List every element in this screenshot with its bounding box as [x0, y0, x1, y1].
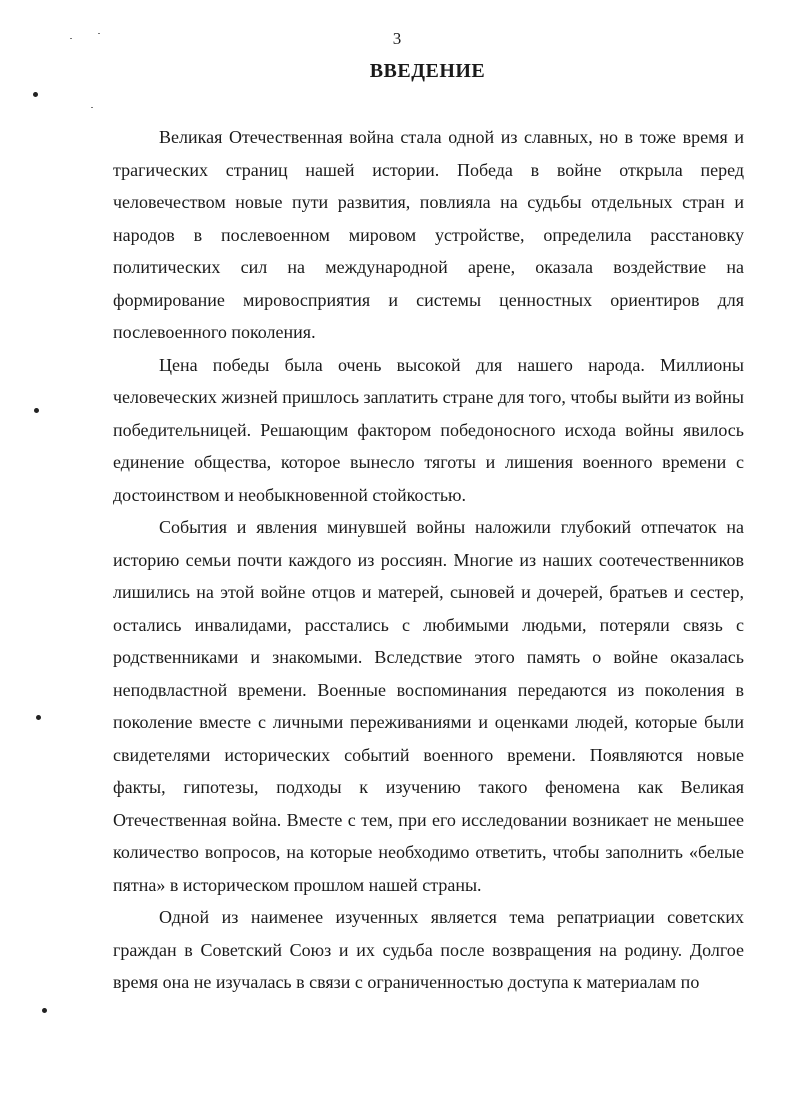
- scan-speck: [98, 33, 100, 34]
- paragraph-2: Цена победы была очень высокой для нашего народа. Миллионы человеческих жизней пришлось заплатить стране для того, чтобы выйти из войны победительницей. Решающим фактором победоносного исхода войны явилось единение общества, которое вынесло тяготы и лишения военного времени с достоинством и необыкновенной стойкостью.: [113, 354, 744, 505]
- scan-mark: [34, 408, 39, 413]
- scan-mark: [33, 92, 38, 97]
- document-body: [113, 121, 744, 999]
- paragraph-3: События и явления минувшей войны наложили глубокий отпечаток на историю семьи почти каждого из россиян. Многие из наших соотечественников лишились на этой войне отцов и матерей, сыновей и дочерей, братьев и сестер, остались инвалидами, расстались с любимыми людьми, потеряли связь с родственниками и знакомыми. Вследствие этого память о войне оказалась неподвластной времени. Военные воспоминания передаются из поколения в поколение вместе с личными переживаниями и оценками людей, которые были свидетелями исторических событий военного времени. Появляются новые факты, гипотезы, подходы к изучению такого феномена как Великая Отечественная война. Вместе с тем, при его исследовании возникает не меньшее количество вопросов, на которые необходимо ответить, чтобы заполнить «белые пятна» в историческом прошлом нашей страны.: [113, 517, 744, 895]
- scan-speck: [70, 38, 72, 39]
- page-title: ВВЕДЕНИЕ: [369, 60, 486, 82]
- paragraph-4: Одной из наименее изученных является тема репатриации советских граждан в Советский Союз и их судьба после возвращения на родину. Долгое время она не изучалась в связи с ограниченностью доступа к материалам по: [113, 907, 744, 992]
- page-number: 3: [392, 29, 402, 48]
- paragraph-1: Великая Отечественная война стала одной из славных, но в тоже время и трагических страниц нашей истории. Победа в войне открыла перед человечеством новые пути развития, повлияла на судьбы отдельных стран и народов в послевоенном мировом устройстве, определила расстановку политических сил на международной арене, оказала воздействие на формирование мировосприятия и системы ценностных ориентиров для послевоенного поколения.: [113, 127, 744, 342]
- scan-mark: [36, 715, 41, 720]
- scan-mark: [42, 1008, 47, 1013]
- scan-speck: [91, 107, 93, 108]
